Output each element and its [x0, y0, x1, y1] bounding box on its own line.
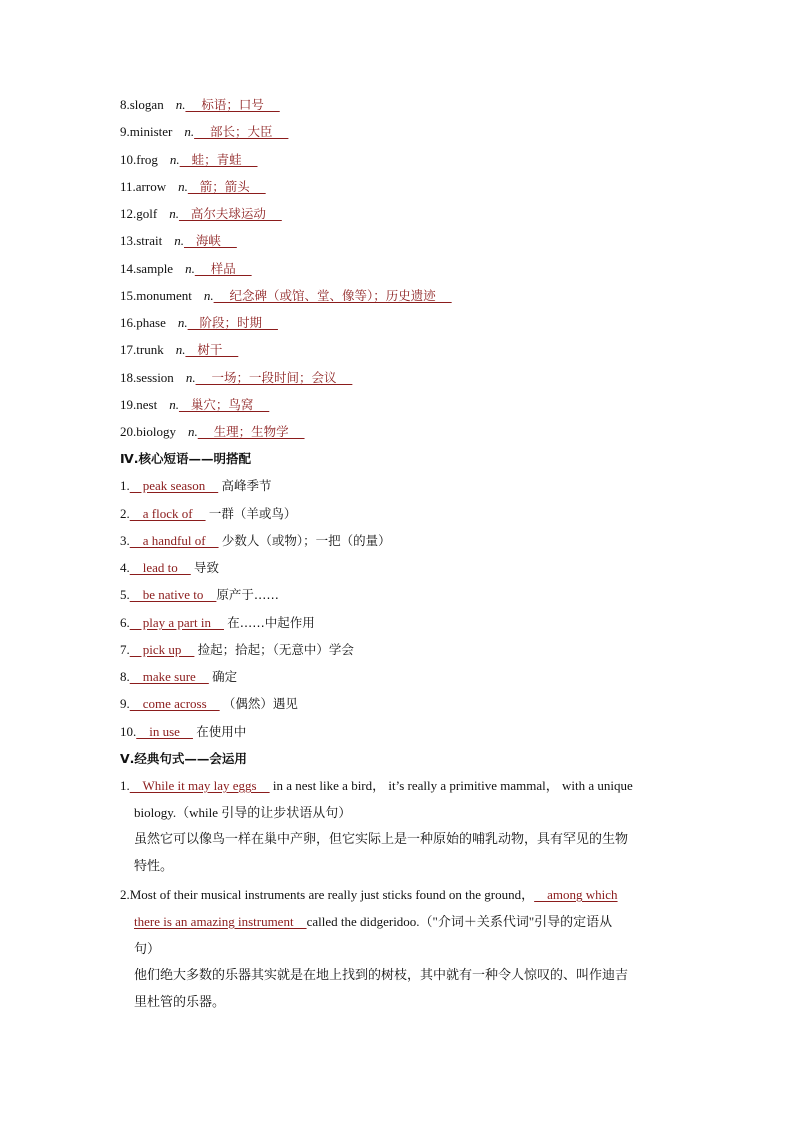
item-number: 2. — [120, 506, 130, 521]
phrase-meaning: 确定 — [212, 669, 238, 684]
item-number: 8. — [120, 669, 130, 684]
phrase-meaning: 捡起；拾起；（无意中）学会 — [197, 642, 354, 657]
vocab-answer: 巢穴；鸟窝 — [178, 397, 270, 412]
vocab-item — [120, 177, 266, 197]
section-heading: Ⅳ.核心短语——明搭配 — [120, 451, 251, 466]
vocab-answer: 高尔夫球运动 — [178, 206, 282, 221]
vocab-answer: 蛙；青蛙 — [179, 152, 258, 167]
sentence-text: biology.（while 引导的让步状语从句） — [134, 805, 352, 820]
vocab-answer: 树干 — [185, 342, 239, 357]
vocab-item — [120, 122, 288, 142]
phrase-item — [120, 476, 271, 496]
phrase-item — [120, 558, 219, 578]
phrase-item — [120, 694, 298, 714]
vocab-word: 13.strait — [120, 233, 163, 248]
phrase-item — [120, 640, 354, 660]
sentence-translation: 特性。 — [134, 859, 174, 874]
vocab-item — [120, 422, 305, 442]
item-number: 2. — [120, 887, 130, 902]
phrase-answer: lead to — [129, 560, 191, 575]
vocab-answer: 阶段；时期 — [187, 315, 278, 330]
item-number: 4. — [120, 560, 130, 575]
phrase-answer: a flock of — [129, 506, 206, 521]
item-number: 10. — [120, 724, 137, 739]
vocab-word: 12.golf — [120, 206, 158, 221]
sentence-item-1 — [120, 772, 680, 880]
vocab-word: 14.sample — [120, 261, 174, 276]
phrase-meaning: 高峰季节 — [221, 478, 272, 493]
vocab-word: 8.slogan — [120, 97, 164, 112]
vocab-answer: 纪念碑（或馆、堂、像等）；历史遗迹 — [213, 288, 452, 303]
part-of-speech: n. — [187, 424, 198, 439]
vocab-item — [120, 150, 258, 170]
phrase-answer: be native to — [129, 587, 217, 602]
phrase-meaning: 少数人（或物）；一把（的量） — [221, 533, 391, 548]
phrase-meaning: （偶然）遇见 — [222, 696, 298, 711]
phrase-item — [120, 585, 279, 605]
part-of-speech: n. — [184, 124, 195, 139]
part-of-speech: n. — [169, 206, 179, 221]
sentence-translation: 他们绝大多数的乐器其实就是在地上找到的树枝，其中就有一种令人惊叹的、叫作迪吉 — [134, 968, 629, 983]
phrase-answer: pick up — [129, 642, 195, 657]
sentence-text: Most of their musical instruments are really just sticks found on the ground， — [129, 887, 535, 902]
part-of-speech: n. — [203, 288, 214, 303]
vocab-word: 16.phase — [120, 315, 166, 330]
vocab-item — [120, 204, 282, 224]
sentence-text: in a nest like a bird， it’s really a primitive mammal， with a unique — [269, 778, 633, 793]
vocab-answer: 海峡 — [184, 233, 237, 248]
item-number: 6. — [120, 615, 130, 630]
section-heading: Ⅴ.经典句式——会运用 — [120, 751, 247, 766]
vocab-word: 10.frog — [120, 152, 158, 167]
phrase-item — [120, 613, 315, 633]
phrase-answer: play a part in — [129, 615, 224, 630]
sentence-answer: among which — [534, 887, 618, 902]
vocab-answer: 箭；箭头 — [187, 179, 266, 194]
item-number: 9. — [120, 696, 130, 711]
phrase-answer: a handful of — [129, 533, 219, 548]
vocab-item — [120, 313, 278, 333]
part-of-speech: n. — [178, 179, 188, 194]
vocab-item — [120, 286, 452, 306]
part-of-speech: n. — [169, 152, 180, 167]
item-number: 3. — [120, 533, 130, 548]
part-of-speech: n. — [177, 315, 188, 330]
item-number: 5. — [120, 587, 130, 602]
phrase-item — [120, 722, 246, 742]
phrase-meaning: 原产于…… — [216, 587, 279, 602]
phrase-answer: come across — [129, 696, 220, 711]
phrase-item — [120, 667, 237, 687]
vocab-word: 17.trunk — [120, 342, 164, 357]
phrase-meaning: 在……中起作用 — [227, 615, 315, 630]
part-of-speech: n. — [169, 397, 179, 412]
phrase-answer: peak season — [129, 478, 219, 493]
sentence-text: called the didgeridoo.（"介词＋关系代词"引导的定语从 — [306, 914, 613, 929]
phrase-answer: make sure — [129, 669, 209, 684]
item-number: 7. — [120, 642, 130, 657]
sentence-translation: 虽然它可以像鸟一样在巢中产卵，但它实际上是一种原始的哺乳动物，具有罕见的生物 — [134, 832, 629, 847]
part-of-speech: n. — [174, 233, 184, 248]
part-of-speech: n. — [185, 261, 195, 276]
phrase-item — [120, 531, 391, 551]
sentence-item-2 — [120, 881, 680, 1016]
vocab-item — [120, 231, 237, 251]
vocab-word: 18.session — [120, 370, 174, 385]
vocab-word: 15.monument — [120, 288, 192, 303]
part-of-speech: n. — [175, 342, 186, 357]
vocab-answer: 部长；大臣 — [194, 124, 289, 139]
vocab-item — [120, 368, 352, 388]
sentence-text: 句） — [134, 941, 161, 956]
sentence-answer: there is an amazing instrument — [134, 914, 307, 929]
vocab-word: 9.minister — [120, 124, 173, 139]
vocab-word: 20.biology — [120, 424, 176, 439]
item-number: 1. — [120, 478, 130, 493]
phrase-answer: in use — [136, 724, 193, 739]
vocab-word: 19.nest — [120, 397, 158, 412]
part-of-speech: n. — [175, 97, 186, 112]
part-of-speech: n. — [185, 370, 196, 385]
sentence-answer: While it may lay eggs — [129, 778, 270, 793]
vocab-answer: 一场；一段时间；会议 — [195, 370, 353, 385]
phrase-meaning: 在使用中 — [196, 724, 247, 739]
vocab-answer: 样品 — [194, 261, 252, 276]
item-number: 1. — [120, 778, 130, 793]
sentence-translation: 里杜管的乐器。 — [134, 995, 226, 1010]
vocab-item — [120, 95, 280, 115]
vocab-word: 11.arrow — [120, 179, 167, 194]
phrase-item — [120, 504, 296, 524]
phrase-meaning: 导致 — [194, 560, 220, 575]
phrase-meaning: 一群（羊或鸟） — [208, 506, 297, 521]
vocab-answer: 生理；生物学 — [197, 424, 305, 439]
vocab-item — [120, 340, 238, 360]
vocab-item — [120, 259, 252, 279]
vocab-answer: 标语；口号 — [185, 97, 280, 112]
vocab-item — [120, 395, 269, 415]
